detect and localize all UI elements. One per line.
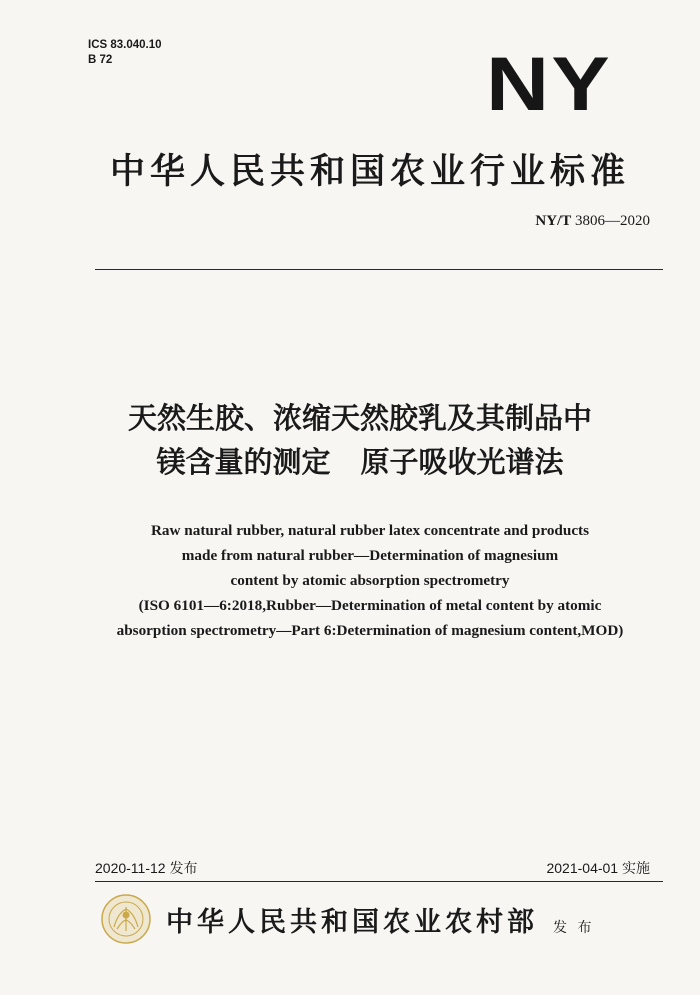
- top-divider: [95, 269, 663, 270]
- chinese-title-line-1: 天然生胶、浓缩天然胶乳及其制品中: [127, 401, 592, 435]
- standard-number: [535, 213, 650, 230]
- issuing-authority: 中华人民共和国农业农村部: [166, 907, 538, 938]
- english-title-line-2: made from natural rubber—Determination of magnesium: [181, 547, 559, 564]
- implementation-date: 2021-04-01 实施: [546, 860, 650, 876]
- english-title-line-5: absorption spectrometry—Part 6:Determination of magnesium content,MOD): [116, 622, 624, 639]
- bottom-divider: [95, 881, 663, 882]
- ccs-code: B 72: [88, 54, 113, 66]
- ny-logo: NY: [486, 42, 613, 127]
- chinese-title: [60, 396, 660, 484]
- ics-code: ICS 83.040.10: [88, 39, 162, 51]
- issue-date: 2020-11-12 发布: [95, 860, 198, 876]
- chinese-title-line-2: [60, 440, 660, 484]
- chinese-title-line-2a: 镁含量的测定: [156, 445, 331, 479]
- publish-label: 发 布: [553, 920, 595, 936]
- ministry-emblem-icon: [100, 893, 152, 945]
- english-title-line-3: content by atomic absorption spectrometry: [230, 572, 510, 589]
- english-title-line-4: (ISO 6101—6:2018,Rubber—Determination of metal content by atomic: [138, 597, 602, 614]
- standard-number-prefix: NY/T: [535, 213, 572, 229]
- english-title-line-1: Raw natural rubber, natural rubber latex concentrate and products: [150, 522, 590, 539]
- standard-type-heading: 中华人民共和国农业行业标准: [109, 152, 630, 192]
- standard-number-value: 3806—2020: [575, 213, 650, 229]
- english-title: [70, 518, 670, 643]
- classification-codes: [88, 38, 162, 68]
- chinese-title-line-2b: 原子吸收光谱法: [360, 445, 564, 479]
